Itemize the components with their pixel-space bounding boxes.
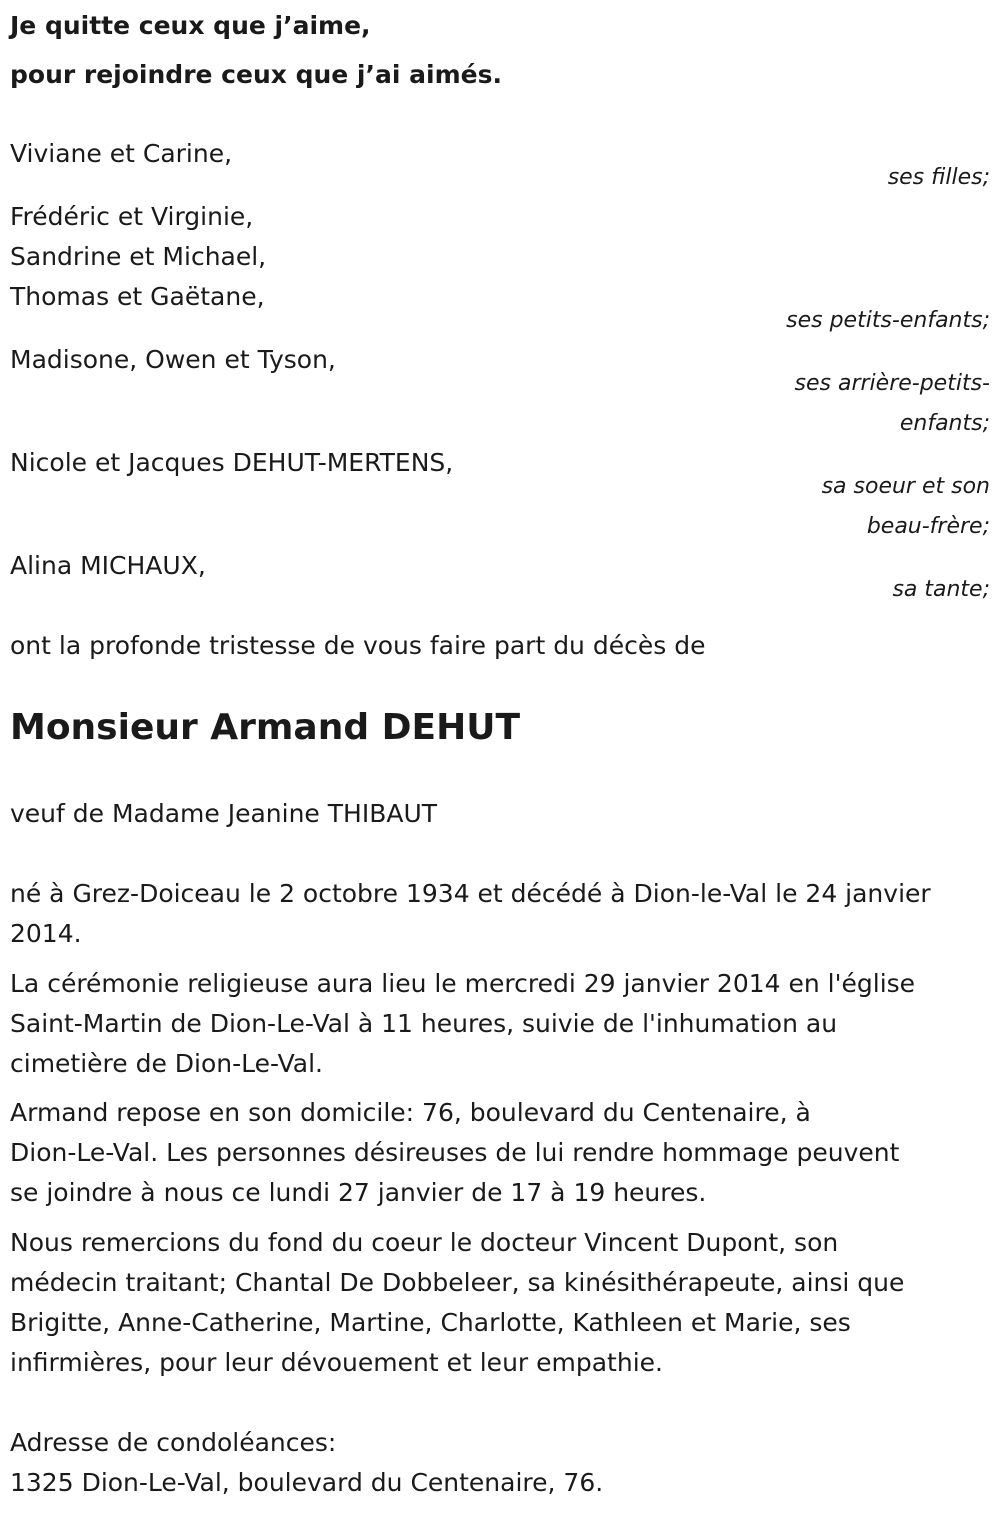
paragraph-line: né à Grez-Doiceau le 2 octobre 1934 et décédé à Dion-le-Val le 24 janvier: [10, 879, 931, 908]
great-grandchildren-relation: enfants;: [899, 411, 990, 436]
paragraph-line: médecin traitant; Chantal De Dobbeleer, sa kinésithérapeute, ainsi que: [10, 1268, 905, 1297]
daughters-relation: ses filles;: [887, 165, 990, 190]
paragraph-line: se joindre à nous ce lundi 27 janvier de 17 à 19 heures.: [10, 1178, 707, 1207]
paragraph-line: Brigitte, Anne-Catherine, Martine, Charlotte, Kathleen et Marie, ses: [10, 1308, 851, 1337]
deceased-name: Monsieur Armand DEHUT: [10, 707, 521, 748]
announcement: ont la profonde tristesse de vous faire part du décès de: [10, 631, 706, 660]
great-grandchildren-names: Madisone, Owen et Tyson,: [10, 345, 336, 374]
paragraph-line: infirmières, pour leur dévouement et leur empathie.: [10, 1348, 663, 1377]
paragraph-line: Saint-Martin de Dion-Le-Val à 11 heures, suivie de l'inhumation au: [10, 1009, 838, 1038]
paragraph-line: Nous remercions du fond du coeur le docteur Vincent Dupont, son: [10, 1228, 839, 1257]
grandchild-names: Frédéric et Virginie,: [10, 202, 254, 231]
epigraph-line: Je quitte ceux que j’aime,: [10, 11, 371, 40]
paragraph-line: Armand repose en son domicile: 76, boulevard du Centenaire, à: [10, 1098, 811, 1127]
sister-relation: beau-frère;: [866, 514, 990, 539]
condolences-address: 1325 Dion-Le-Val, boulevard du Centenaire, 76.: [10, 1468, 604, 1497]
great-grandchildren-relation: ses arrière-petits-: [794, 371, 990, 396]
sister-names: Nicole et Jacques DEHUT-MERTENS,: [10, 448, 454, 477]
grandchildren-relation: ses petits-enfants;: [786, 308, 990, 333]
condolences-label: Adresse de condoléances:: [10, 1428, 337, 1457]
epigraph-line: pour rejoindre ceux que j’ai aimés.: [10, 60, 502, 89]
aunt-relation: sa tante;: [892, 577, 990, 602]
daughters-names: Viviane et Carine,: [10, 139, 233, 168]
paragraph-line: cimetière de Dion-Le-Val.: [10, 1049, 323, 1078]
widower-of: veuf de Madame Jeanine THIBAUT: [10, 799, 438, 828]
paragraph-line: La cérémonie religieuse aura lieu le mercredi 29 janvier 2014 en l'église: [10, 969, 916, 998]
paragraph-line: 2014.: [10, 919, 82, 948]
grandchild-names: Thomas et Gaëtane,: [10, 282, 265, 311]
aunt-names: Alina MICHAUX,: [10, 551, 206, 580]
grandchild-names: Sandrine et Michael,: [10, 242, 267, 271]
paragraph-line: Dion-Le-Val. Les personnes désireuses de lui rendre hommage peuvent: [10, 1138, 900, 1167]
sister-relation: sa soeur et son: [821, 474, 990, 499]
